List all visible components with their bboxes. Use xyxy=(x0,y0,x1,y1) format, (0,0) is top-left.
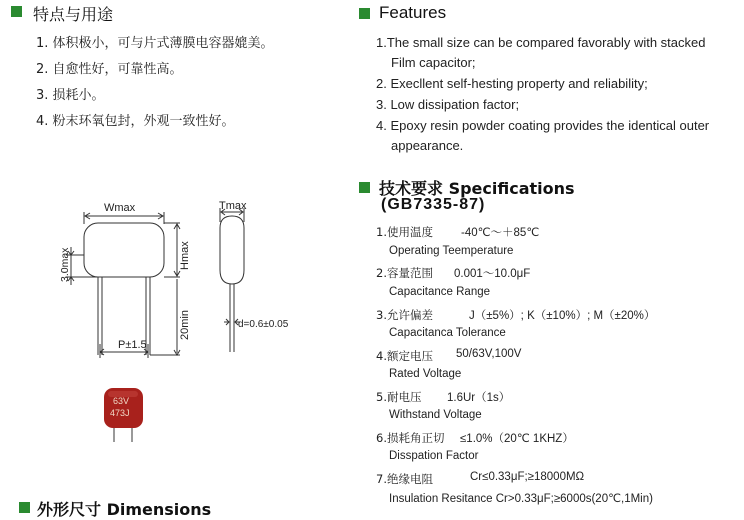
spec-en: Operating Teemperature xyxy=(389,245,514,257)
spec-label: 4.额定电压 xyxy=(376,349,433,363)
spec-en: Insulation Resitance Cr>0.33μF;≥6000s(20℃,1Min) xyxy=(389,493,653,505)
dimensions-title: 外形尺寸 Dimensions xyxy=(37,500,212,519)
spec-value: ≤1.0%（20℃ 1KHZ） xyxy=(460,433,574,445)
hmax-label: Hmax xyxy=(179,241,191,270)
spec-en: Capacitance Range xyxy=(389,286,491,298)
spec-label: 6.损耗角正切 xyxy=(376,431,445,445)
spec-value: 1.6Ur（1s） xyxy=(447,392,511,404)
features-en-line: 2. Execllent self-hesting property and reliability; xyxy=(376,76,648,91)
spec-en: Disspation Factor xyxy=(389,450,479,462)
spec-en: Capacitanca Tolerance xyxy=(389,327,506,339)
specs-title: 技术要求 Specifications xyxy=(379,179,575,198)
features-cn-item: 4. 粉末环氧包封，外观一致性好。 xyxy=(36,114,235,129)
spec-value: 50/63V,100V xyxy=(456,348,522,360)
spec-value: 0.001～10.0μF xyxy=(454,268,531,280)
spec-label: 5.耐电压 xyxy=(376,390,422,404)
capacitor-rating: 63V xyxy=(113,396,130,406)
wmax-label: Wmax xyxy=(104,202,136,214)
capacitor-body-outline xyxy=(84,223,164,277)
features-en-line: 4. Epoxy resin powder coating provides the identical outer xyxy=(376,118,710,133)
spec-en: Rated Voltage xyxy=(389,368,462,380)
lead-top-label: 3.0max xyxy=(59,247,71,282)
features-cn-item: 1. 体积极小，可与片式薄膜电容器媲美。 xyxy=(36,36,274,51)
spec-value: -40℃～＋85℃ xyxy=(461,227,540,239)
spec-en: Withstand Voltage xyxy=(389,409,482,421)
features-cn-title: 特点与用途 xyxy=(33,5,114,24)
section-marker-icon xyxy=(19,502,30,513)
spec-label: 7.绝缘电阻 xyxy=(376,472,433,486)
features-en-line: appearance. xyxy=(391,138,464,153)
spec-value: Cr≤0.33μF;≥18000MΩ xyxy=(470,471,585,483)
capacitor-photo xyxy=(104,388,143,442)
spec-label: 3.允许偏差 xyxy=(376,308,433,322)
spec-label: 1.使用温度 xyxy=(376,225,433,239)
diameter-label: d=0.6±0.05 xyxy=(238,319,289,330)
spec-value: J（±5%）; K（±10%）; M（±20%） xyxy=(469,310,656,322)
features-en-line: 1.The small size can be compared favorably with stacked xyxy=(376,35,706,50)
features-en-title: Features xyxy=(379,3,447,22)
pitch-label: P±1.5 xyxy=(118,339,147,351)
lead-length-label: 20min xyxy=(179,310,191,340)
features-en-line: Film capacitor; xyxy=(391,55,476,70)
spec-label: 2.容量范围 xyxy=(376,266,433,280)
tmax-label: Tmax xyxy=(219,200,247,212)
capacitor-code: 473J xyxy=(110,408,130,418)
features-en-line: 3. Low dissipation factor; xyxy=(376,97,520,112)
features-cn-item: 2. 自愈性好，可靠性高。 xyxy=(36,62,183,77)
features-cn-item: 3. 损耗小。 xyxy=(36,88,105,103)
specs-standard: (GB7335-87) xyxy=(381,196,486,213)
